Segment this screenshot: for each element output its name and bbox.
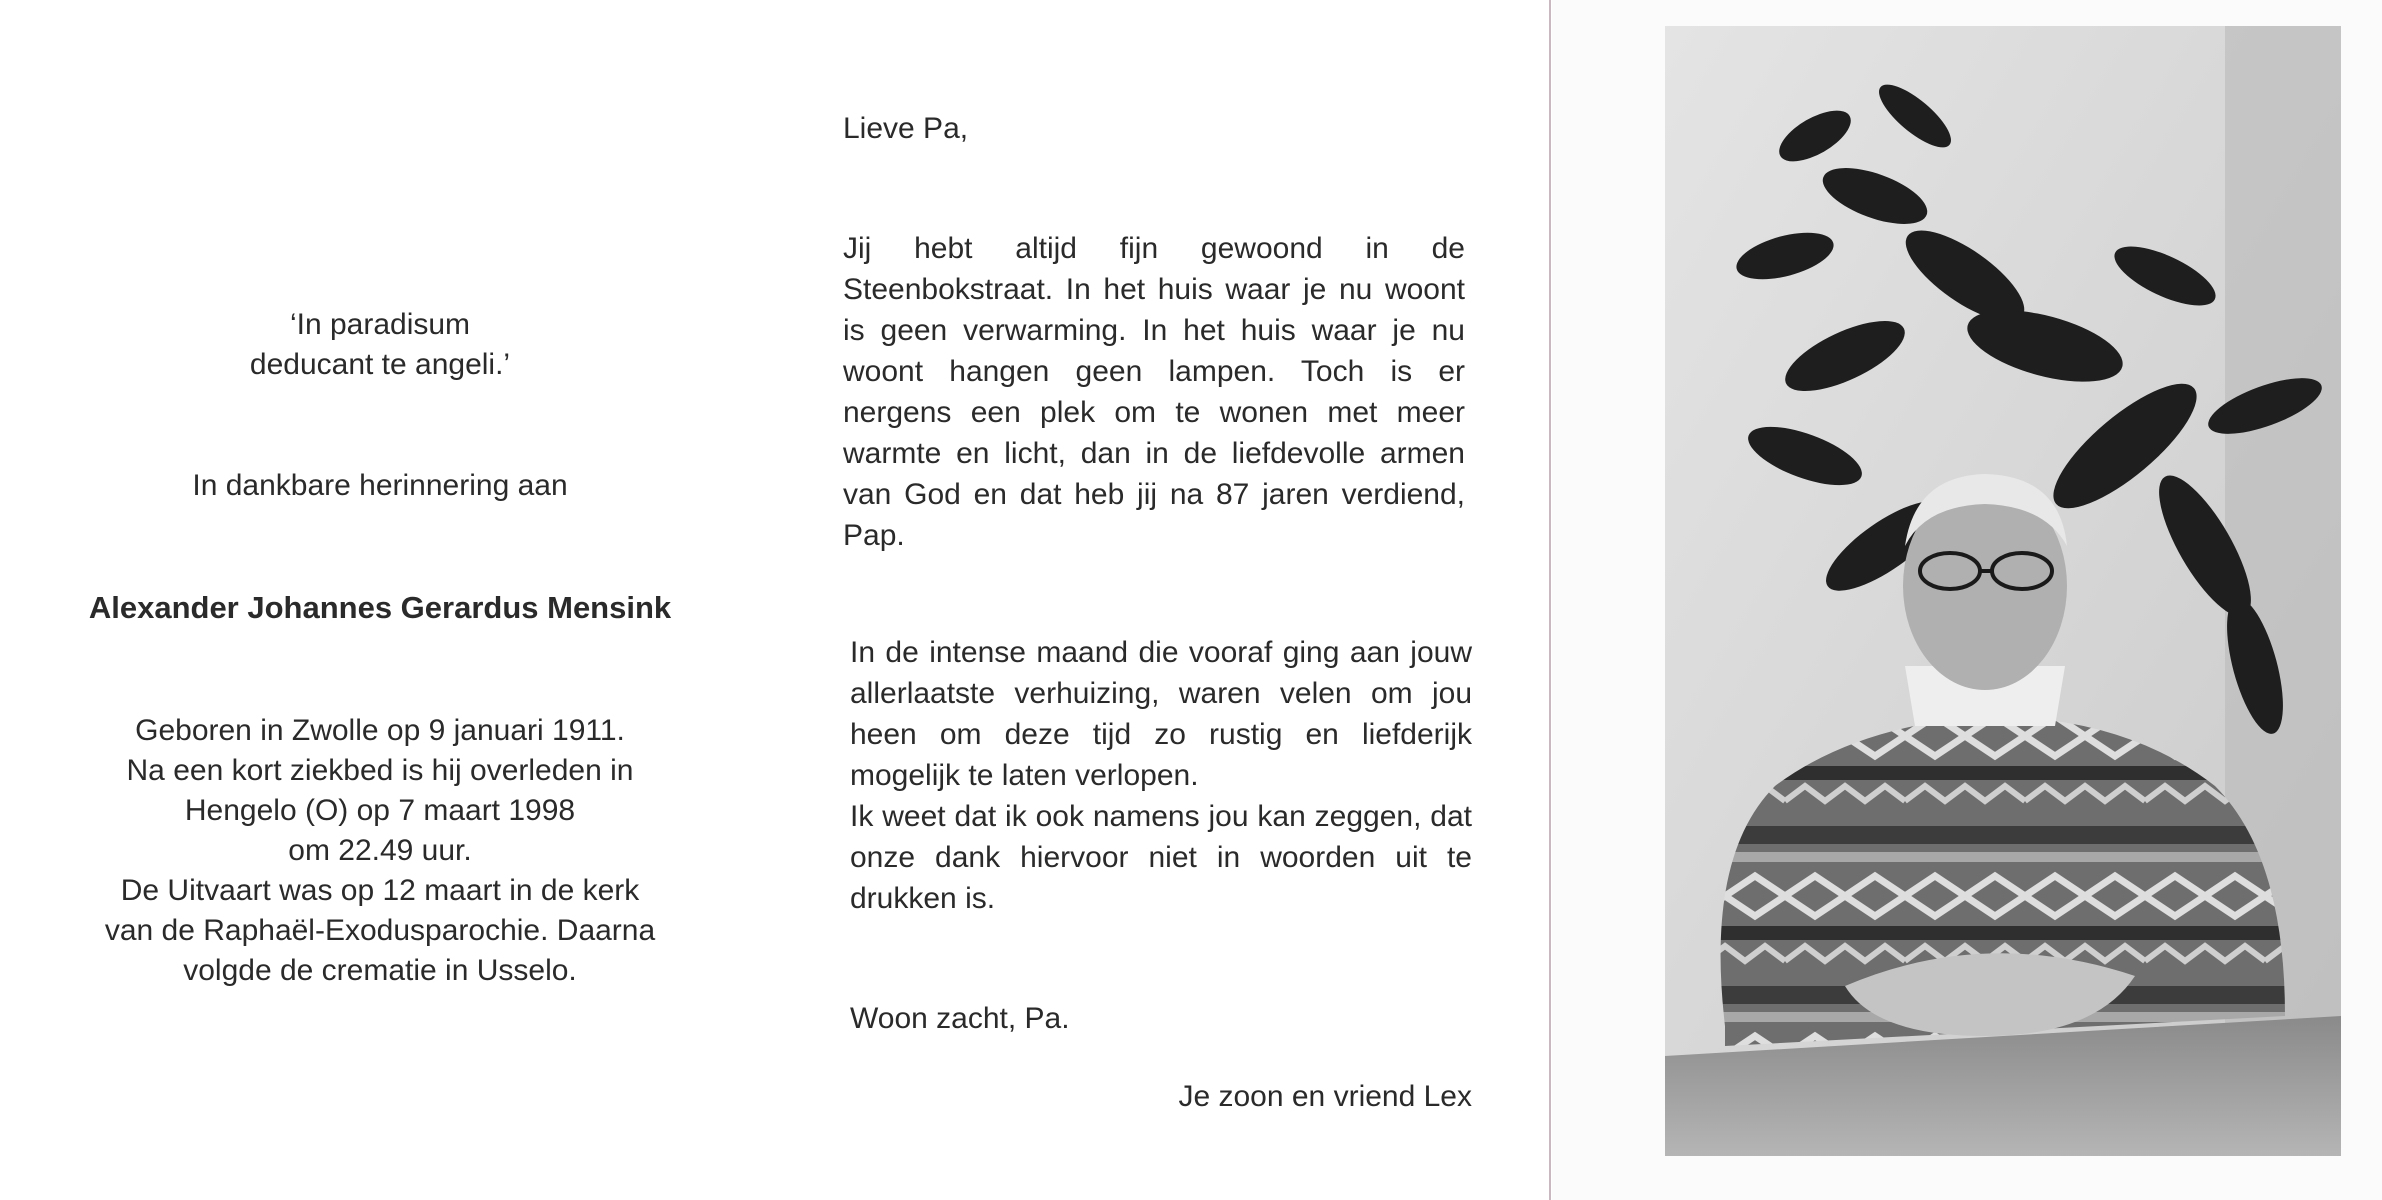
portrait-illustration bbox=[1665, 26, 2341, 1156]
letter-paragraph-2b: Ik weet dat ik ook namens jou kan zeggen, dat onze dank hiervoor niet in woorden uit te drukken is. bbox=[850, 800, 1472, 915]
biography-line: volgde de crematie in Usselo. bbox=[183, 954, 577, 987]
biography-line: De Uitvaart was op 12 maart in de kerk bbox=[120, 874, 640, 907]
portrait-photo bbox=[1665, 26, 2341, 1156]
biography-line: Geboren in Zwolle op 9 januari 1911. bbox=[135, 714, 625, 747]
left-panel bbox=[0, 0, 760, 1200]
letter-signature: Je zoon en vriend Lex bbox=[1178, 1080, 1472, 1113]
deceased-name: Alexander Johannes Gerardus Mensink bbox=[88, 590, 672, 625]
biography-line: Hengelo (O) op 7 maart 1998 bbox=[184, 794, 576, 827]
motto-line-2: deducant te angeli.’ bbox=[249, 348, 511, 381]
biography bbox=[40, 711, 720, 991]
letter-greeting: Lieve Pa, bbox=[843, 112, 969, 145]
letter-paragraph-1: Jij hebt altijd fijn gewoond in de Steenbokstraat. In het huis waar je nu woont is geen verwarming. In het huis waar je nu woont hangen geen lampen. Toch is er nergens een plek om te wonen met meer warmte en licht, dan in de liefdevolle armen van God en dat heb jij na 87 jaren verdiend, Pap. bbox=[843, 232, 1465, 552]
biography-line: van de Raphaël-Exodusparochie. Daarna bbox=[104, 914, 656, 947]
letter-paragraph-2a: In de intense maand die vooraf ging aan jouw allerlaatste verhuizing, waren velen om jou heen om deze tijd zo rustig en liefderijk mogelijk te laten verlopen. bbox=[850, 636, 1472, 792]
latin-motto bbox=[40, 305, 720, 385]
letter-closing: Woon zacht, Pa. bbox=[850, 1002, 1070, 1035]
dedication-text: In dankbare herinnering aan bbox=[192, 469, 568, 502]
letter-paragraph-2 bbox=[850, 632, 1472, 919]
biography-line: om 22.49 uur. bbox=[288, 834, 472, 867]
motto-line-1: ‘In paradisum bbox=[289, 308, 471, 341]
biography-line: Na een kort ziekbed is hij overleden in bbox=[126, 754, 634, 787]
card-fold-line bbox=[1549, 0, 1551, 1200]
